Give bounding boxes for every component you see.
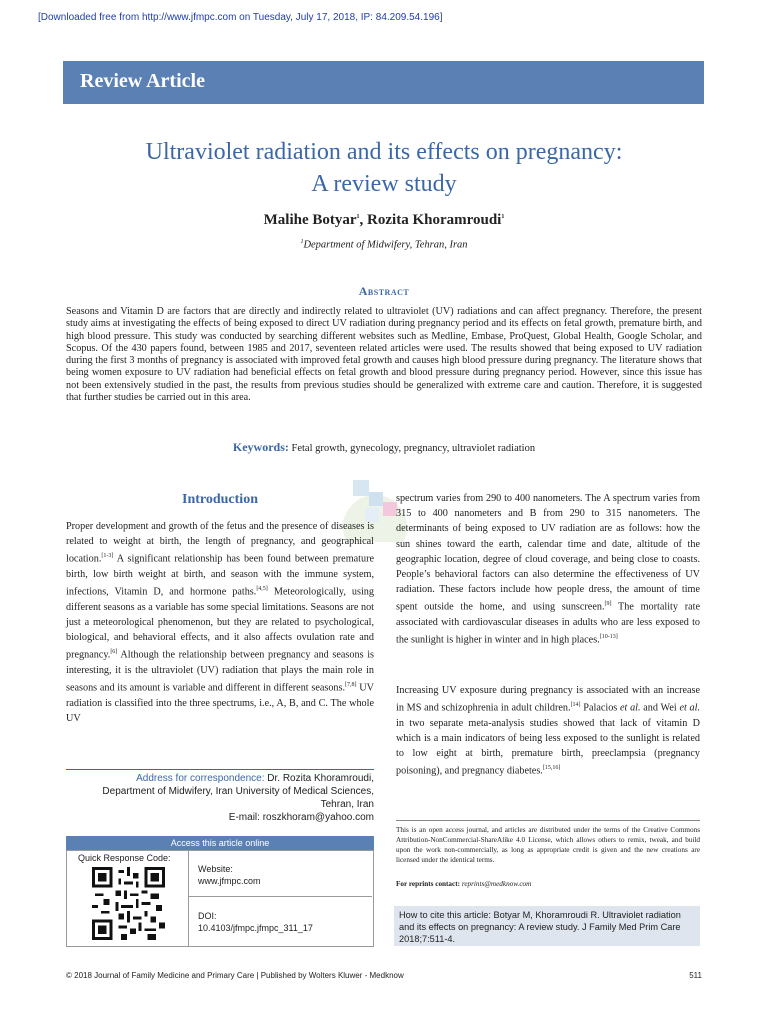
body-text: A significant relationship has been found between premature birth, low birth weight at birth, and season with the immune system, infections, Vitamin D, and hormone paths. [66,553,374,598]
body-text: The mortality rate associated with cardiovascular diseases in adults who are less exposed to the sunlight is higher in winter and in high places. [396,601,700,646]
website-label: Website: [198,864,233,874]
reprints-email[interactable]: reprints@medknow.com [460,880,532,888]
correspondence-line-1 [66,772,374,785]
introduction-paragraph-2 [396,683,700,779]
website-link[interactable]: www.jfmpc.com [198,876,261,886]
author-separator: , [359,212,368,228]
citation: [14] [570,702,581,709]
affiliation-text: Department of Midwifery, Tehran, Iran [303,239,468,251]
article-title [0,136,768,200]
keywords-label: Keywords: [232,440,289,454]
body-text: spectrum varies from 290 to 400 nanometers. The A spectrum varies from 315 to 400 nanometers and B from 290 to 315 nanometers. The determinants of being exposed to UV radiation are as follows: how the sun shines toward the earth, calendar time and date, altitude of the geographic location, degree of cloud coverage, and being close to coasts. People’s behavioral factors can also determine the effectiveness of UV radiation. These factors include how people dress, the amount of time spent outside the home, and using sunscreen. [396,493,700,613]
correspondence-label: Address for correspondence: [136,773,265,784]
qr-code-icon[interactable] [92,867,165,940]
reprints-label: For reprints contact: [396,880,461,888]
affiliation [0,239,768,251]
access-online-bar: Access this article online [66,836,374,850]
author-list [0,212,768,229]
page-footer: © 2018 Journal of Family Medicine and Primary Care | Published by Wolters Kluwer - Medknow [66,971,404,980]
page-number: 511 [689,971,702,980]
introduction-column-1 [66,519,374,726]
access-divider-vertical [188,850,189,947]
body-text: UV radiation is classified into the three spectrums, i.e., A, B, and C. The whole UV [66,682,374,724]
author-affiliation-mark: 1 [356,214,360,220]
abstract-heading: Abstract [358,284,410,298]
body-text: Palacios [580,702,620,714]
body-text: Although the relationship between pregnancy and seasons is interesting, it is the ultraviolet (UV) radiation that plays the main role in seasons and its amount is variable and different in different seasons. [66,649,374,694]
body-text: Proper development and growth of the fetus and the presence of diseases is related to weight at birth, the length of pregnancy, and geographical location. [66,521,374,565]
citation: [10-13] [599,634,618,641]
et-al: et al. [619,702,641,714]
body-text: Meteorologically, using different seasons as a variable has some special limitations. Seasons are not just a meteorological phenomenon, but they are related to psychological, biological, and behavioral effects, and it also affects ovulation rate and pregnancy. [66,586,374,661]
doi-block [198,910,313,934]
qr-code-label: Quick Response Code: [78,853,171,863]
website-block [198,863,261,887]
citation: [1-3] [101,553,114,560]
correspondence-line-2: Department of Midwifery, Iran University of Medical Sciences, [102,786,374,797]
keywords-text: Fetal growth, gynecology, pregnancy, ultraviolet radiation [288,443,536,454]
correspondence-name: Dr. Rozita Khoramroudi, [264,773,374,784]
correspondence-block [66,769,374,824]
section-label: Review Article [80,70,205,92]
citation: [6] [110,649,118,656]
author-affiliation-mark: 1 [501,214,505,220]
citation-box: How to cite this article: Botyar M, Khoramroudi R. Ultraviolet radiation and its effects on pregnancy: A review study. J Family Med Prim Care 2018;7:511-4. [394,906,700,946]
author-name: Malihe Botyar [263,212,357,228]
reprints-contact [396,880,700,888]
citation: [9] [604,601,612,608]
body-text: Increasing UV exposure during pregnancy is associated with an increase in MS and schizophrenia in adult children. [396,685,700,714]
keywords [0,440,768,455]
correspondence-line-3: Tehran, Iran [320,799,374,810]
doi-link[interactable]: 10.4103/jfmpc.jfmpc_311_17 [198,923,313,933]
et-al: et al. [679,702,700,714]
citation: [4,5] [256,586,268,593]
correspondence-email[interactable]: E-mail: roszkhoram@yahoo.com [228,812,374,823]
license-notice: This is an open access journal, and articles are distributed under the terms of the Creative Commons Attribution-NonCommercial-ShareAlike 4.0 License, which allows others to remix, tweak, and build upon the work non-commercially, as long as appropriate credit is given and the new creations are licensed under the identical terms. [396,820,700,865]
citation: [7,8] [345,682,357,689]
body-text: and Wei [640,702,680,714]
introduction-heading: Introduction [182,492,258,507]
author-name: Rozita Khoramroudi [367,212,502,228]
citation: [15,16] [542,765,561,772]
doi-label: DOI: [198,911,217,921]
title-line-2: A review study [311,171,457,197]
body-text: in two separate meta-analysis studies showed that lack of vitamin D which is a main indicators of being less exposed to the sunlight is related to low eight at birth, premature birth, preeclampsia (pregnancy poisoning), and pregnancy diabetes. [396,717,700,777]
abstract-text: Seasons and Vitamin D are factors that are directly and indirectly related to ultraviolet (UV) radiations and can affect pregnancy. Therefore, the present study aims at investigating the effects of being exposed to direct UV radiation during pregnancy period and its effects on fetal growth, premature birth, and high blood pressure. This study was conducted by searching different websites such as Medline, Embase, ProQuest, Global Health, Google Scholar, and Scopus. Of the 430 papers found, between 1985 and 2017, seventeen related articles were used. The results showed that being exposed to UV radiation during the first 3 months of pregnancy is associated with improved fetal growth and causes high blood pressure during pregnancy. The literature shows that being women exposure to UV radiation had beneficial effects on fetal growth and blood pressure during pregnancy period. However, since this issue has not been extensively studied in the past, the results from previous studies should be generalized with extreme care and caution. Therefore, it is suggested that further studies be carried out in this area. [66,306,702,404]
introduction-column-2 [396,491,700,648]
affiliation-mark: 1 [300,239,304,245]
access-divider-horizontal [188,896,372,897]
title-line-1: Ultraviolet radiation and its effects on pregnancy: [145,139,623,165]
download-notice: [Downloaded free from http://www.jfmpc.com on Tuesday, July 17, 2018, IP: 84.209.54.196] [38,12,443,23]
